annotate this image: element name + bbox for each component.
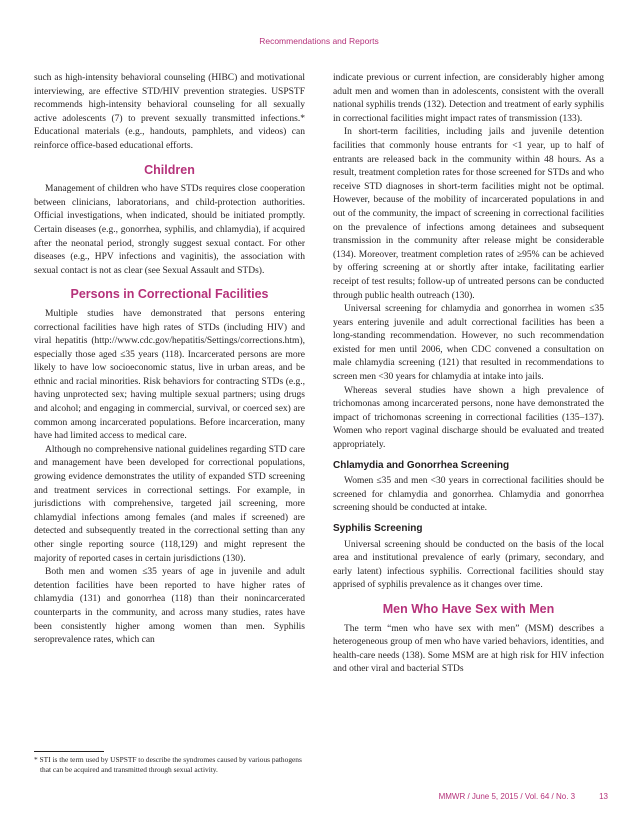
running-header: Recommendations and Reports xyxy=(259,36,379,46)
paragraph-chlamydia-gonorrhea-screening: Women ≤35 and men <30 years in correctional facilities should be screened for chlamydia and gonorrhea. Chlamydia and gonorrhea screening should be conducted at intake. xyxy=(333,476,604,514)
left-column xyxy=(34,72,305,648)
heading-correctional-facilities: Persons in Correctional Facilities xyxy=(70,287,269,302)
paragraph-msm: The term “men who have sex with men” (MSM) describes a heterogeneous group of men who have varied behaviors, identities, and health-care needs (138). Some MSM are at high risk for HIV infection and other viral and bacterial STDs xyxy=(333,623,604,675)
footnote: * STI is the term used by USPSTF to describe the syndromes caused by various pathogens that can be acquired and transmitted through sexual activity. xyxy=(34,755,302,774)
footnote-rule xyxy=(34,751,104,752)
paragraph-children: Management of children who have STDs requires close cooperation between clinicians, laboratorians, and child-protection authorities. Official investigations, when indicated, should be initiated promptly. Certain diseases (e.g., gonorrhea, syphilis, and chlamydia), if acquired after the neonatal period, strongly suggest sexual contact. For other diseases (e.g., HPV infections and vaginitis), the association with sexual contact is not as clear (see Sexual Assault and STDs). xyxy=(34,184,305,276)
paragraph-universal-screening: Universal screening for chlamydia and gonorrhea in women ≤35 years entering juvenile and adult correctional facilities has been a long-standing recommendation. However, no such recommendation existed for men until 2006, when CDC convened a consultation on male chlamydia screening (121) that resulted in recommendations to screen men <30 years for chlamydia at intake into jails. xyxy=(333,304,604,383)
heading-chlamydia-gonorrhea-screening: Chlamydia and Gonorrhea Screening xyxy=(333,459,510,471)
heading-children: Children xyxy=(144,162,195,177)
paragraph-short-term-facilities: In short-term facilities, including jails and juvenile detention facilities that commonly house entrants for <1 year, up to half of entrants are released back in the community within 48 hours. As a result, treatment completion rates for those screened for STDs and who receive STD diagnoses in short-term facilities might not be optimal. However, because of the mobility of incarcerated populations in and out of the community, the impact of screening in correctional facilities on the prevalence of infections among detainees and subsequent transmission in the community after release might be considerable (134). Moreover, treatment completion rates of ≥95% can be achieved by offering screening at or shortly after intake, facilitating earlier receipt of test results; follow-up of untreated persons can be conducted through public health outreach (130). xyxy=(333,127,604,301)
paragraph-correctional-1: Multiple studies have demonstrated that persons entering correctional facilities have high rates of STDs (including HIV) and viral hepatitis (http://www.cdc.gov/hepatitis/Settings/corrections.htm), especially those aged ≤35 years (118). Incarcerated persons are more likely to have low socioeconomic status, live in urban areas, and be ethnic and racial minorities. Risk behaviors for contracting STDs (e.g., having unprotected sex; having multiple sexual partners; using drugs and alcohol; and engaging in commercial, survival, or coerced sex) are common among incarcerated populations. Before incarceration, many have had limited access to medical care. xyxy=(34,308,305,442)
right-column xyxy=(333,72,604,677)
paragraph-correctional-2: Although no comprehensive national guidelines regarding STD care and management have been developed for correctional populations, growing evidence demonstrates the utility of expanded STD screening and treatment services in correctional settings. For example, in jurisdictions with comprehensive, targeted jail screening, more chlamydial infections among females (and males if screened) are detected and subsequently treated in the correctional setting than any other single reporting source (118,129) and might represent the majority of reported cases in certain jurisdictions (130). xyxy=(34,444,305,564)
running-footer xyxy=(439,792,608,801)
paragraph-syphilis-continued: indicate previous or current infection, are considerably higher among adult men and women than in adolescents, consistent with the overall national syphilis trends (132). Detection and treatment of early syphilis in correctional facilities might impact rates of transmission (133). xyxy=(333,73,604,124)
paragraph-correctional-3: Both men and women ≤35 years of age in juvenile and adult detention facilities have been reported to have higher rates of chlamydia (131) and gonorrhea (118) than their nonincarcerated counterparts in the community, and across many studies, rates have been consistently higher among women than men. Syphilis seroprevalence rates, which can xyxy=(34,567,305,646)
paragraph-trichomonas: Whereas several studies have shown a high prevalence of trichomonas among incarcerated persons, none have demonstrated the impact of trichomonas screening in correctional facilities (135–137). Women who report vaginal discharge should be evaluated and treated appropriately. xyxy=(333,385,604,451)
journal-citation: MMWR / June 5, 2015 / Vol. 64 / No. 3 xyxy=(438,792,576,801)
heading-msm: Men Who Have Sex with Men xyxy=(382,601,555,616)
page-number: 13 xyxy=(599,792,608,801)
heading-syphilis-screening: Syphilis Screening xyxy=(333,523,423,534)
paragraph-intro: such as high-intensity behavioral counseling (HIBC) and motivational interviewing, are effective STD/HIV prevention strategies. USPSTF recommends high-intensity behavioral counseling for all sexually active adolescents (7) to prevent sexually transmitted infections.* Educational materials (e.g., handouts, pamphlets, and videos) can reinforce office-based educational efforts. xyxy=(34,73,305,151)
paragraph-syphilis-screening: Universal screening should be conducted on the basis of the local area and institutional prevalence of early (primary, secondary, and early latent) infectious syphilis. Correctional facilities should stay apprised of syphilis prevalence as it changes over time. xyxy=(333,539,604,591)
